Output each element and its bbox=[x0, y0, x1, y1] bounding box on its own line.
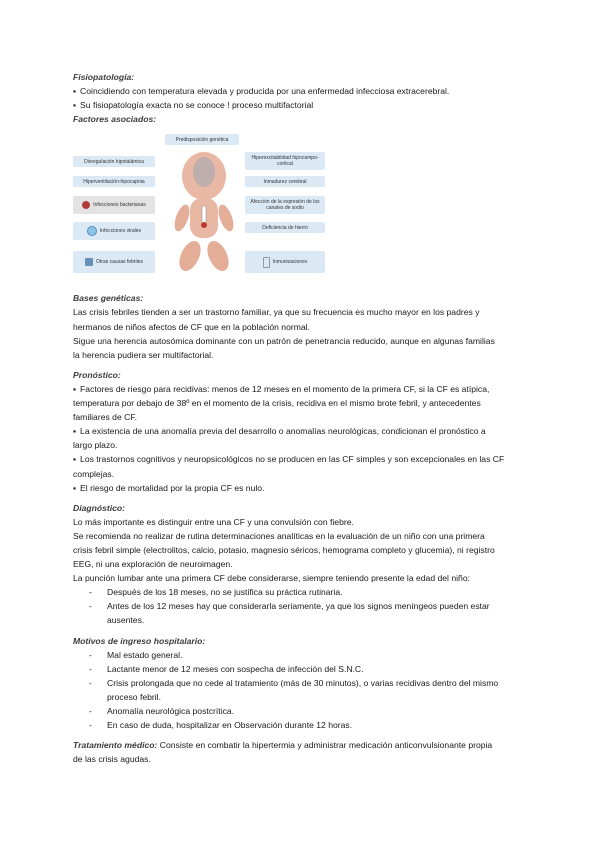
baby-illustration bbox=[168, 148, 240, 278]
motivos-dash-item: - Crisis prolongada que no cede al tratamiento (más de 30 minutos), o varias recidivas dentro del mismo bbox=[73, 676, 533, 690]
thermometer-bulb-icon bbox=[201, 222, 207, 228]
figure-box-left bbox=[73, 222, 155, 240]
motivos-dash-item: - Mal estado general. bbox=[73, 648, 533, 662]
pronostico-line: ▪ El riesgo de mortalidad por la propia CF es nulo. bbox=[73, 481, 533, 495]
bases-heading: Bases genéticas: bbox=[73, 293, 144, 304]
figure-box-left: Hiperventilación-hipocapnia bbox=[73, 176, 155, 187]
figure-box-left-label: Infecciones bacterianas bbox=[93, 202, 146, 209]
diagnostico-dash-item: - Antes de los 12 meses hay que considerarla seriamente, ya que los signos meníngeos pueden estar bbox=[73, 599, 533, 613]
factores-heading: Factores asociados: bbox=[73, 114, 157, 125]
bases-line: Sigue una herencia autosómica dominante con un patrón de penetrancia reducido, aunque en algunas familias bbox=[73, 335, 495, 346]
pronostico-line: temperatura por debajo de 38º en el momento de la crisis, recidiva en el mismo brote febril, y antecedentes bbox=[73, 398, 481, 409]
virus-icon bbox=[87, 226, 97, 236]
brain-icon bbox=[193, 157, 215, 187]
figure-box-right bbox=[245, 251, 325, 273]
figure-box-right: Afección de la expresión de los canales de sodio bbox=[245, 196, 325, 214]
diagnostico-line: Se recomienda no realizar de rutina determinaciones analíticas en la evaluación de un niño con una primera bbox=[73, 530, 485, 541]
bases-line: hermanos de niños afectos de CF que en la población normal. bbox=[73, 321, 310, 332]
tratamiento-text: Consiste en combatir la hipertermia y administrar medicación anticonvulsionante propia bbox=[157, 740, 493, 751]
baby-arm-left bbox=[172, 203, 193, 233]
vaccine-icon bbox=[263, 257, 270, 268]
fisiopatologia-item: ▪ Coincidiendo con temperatura elevada y producida por una enfermedad infecciosa extracerebral. bbox=[73, 84, 533, 98]
motivos-dash-item: - Anomalía neurológica postcrítica. bbox=[73, 704, 533, 718]
bacteria-icon bbox=[82, 201, 90, 209]
pronostico-line: ▪ La existencia de una anomalía previa del desarrollo o anomalías neurológicas, condicionan el pronóstico a bbox=[73, 424, 533, 438]
tratamiento-line-2: de las crisis agudas. bbox=[73, 754, 151, 765]
diagnostico-line: EEG, ni una exploración de neuroimagen. bbox=[73, 559, 233, 570]
pronostico-heading: Pronóstico: bbox=[73, 369, 121, 380]
figure-box-left: Disregulación hipotalámica bbox=[73, 156, 155, 167]
tratamiento-line bbox=[73, 738, 533, 752]
pronostico-line: complejas. bbox=[73, 468, 115, 479]
figure-box-right: Deficiencia de hierro bbox=[245, 222, 325, 233]
bases-line: Las crisis febriles tienden a ser un trastorno familiar, ya que su frecuencia es mucho mayor en los padres y bbox=[73, 307, 480, 318]
diagnostico-heading: Diagnóstico: bbox=[73, 502, 126, 513]
figure-box-left-label: Otras causas febriles bbox=[96, 259, 143, 266]
motivos-heading: Motivos de ingreso hospitalario: bbox=[73, 635, 206, 646]
thermometer-icon bbox=[202, 206, 206, 224]
fisiopatologia-heading: Fisiopatología: bbox=[73, 72, 135, 82]
figure-box-left bbox=[73, 196, 155, 214]
baby-leg-right bbox=[203, 238, 233, 275]
pronostico-line: ▪ Factores de riesgo para recidivas: menos de 12 meses en el momento de la primera CF, si la CF es atípica, bbox=[73, 382, 533, 396]
pronostico-line: familiares de CF. bbox=[73, 412, 137, 423]
antibody-icon bbox=[85, 258, 93, 266]
diagnostico-line: crisis febril simple (electrolitos, calcio, potasio, magnesio séricos, hemograma completo y glucemia), ni registro bbox=[73, 544, 495, 555]
fisiopatologia-item: ▪ Su fisiopatología exacta no se conoce ! proceso multifactorial bbox=[73, 98, 533, 112]
figure-box-right: Hiperexcitabilidad hipocampo-cortical bbox=[245, 152, 325, 170]
motivos-dash-item: - Lactante menor de 12 meses con sospecha de infección del S.N.C. bbox=[73, 662, 533, 676]
diagnostico-line: Lo más importante es distinguir entre una CF y una convulsión con fiebre. bbox=[73, 516, 354, 527]
motivos-dash-continuation: proceso febril. bbox=[107, 691, 161, 702]
figure-box-top: Predisposición genética bbox=[165, 134, 239, 145]
tratamiento-heading: Tratamiento médico: bbox=[73, 740, 158, 751]
pronostico-line: largo plazo. bbox=[73, 440, 118, 451]
diagnostico-line: La punción lumbar ante una primera CF debe considerarse, siempre teniendo presente la edad del niño: bbox=[73, 573, 470, 584]
factors-figure bbox=[73, 130, 328, 285]
figure-box-right: Inmadurez cerebral bbox=[245, 176, 325, 187]
pronostico-line: ▪ Los trastornos cognitivos y neuropsicológicos no se producen en las CF simples y son excepcionales en las CF bbox=[73, 452, 533, 466]
figure-box-left-label: Infecciones virales bbox=[99, 228, 142, 235]
diagnostico-dash-continuation: ausentes. bbox=[107, 615, 145, 626]
diagnostico-dash-item: - Después de los 18 meses, no se justifica su práctica rutinaria. bbox=[73, 585, 533, 599]
motivos-dash-item: - En caso de duda, hospitalizar en Observación durante 12 horas. bbox=[73, 718, 533, 732]
figure-box-right-label: Inmunizaciones bbox=[272, 259, 308, 266]
baby-arm-right bbox=[216, 203, 237, 233]
figure-box-left bbox=[73, 251, 155, 273]
bases-line: la herencia pudiera ser multifactorial. bbox=[73, 349, 214, 360]
baby-leg-left bbox=[175, 238, 205, 275]
document-page bbox=[73, 70, 533, 766]
